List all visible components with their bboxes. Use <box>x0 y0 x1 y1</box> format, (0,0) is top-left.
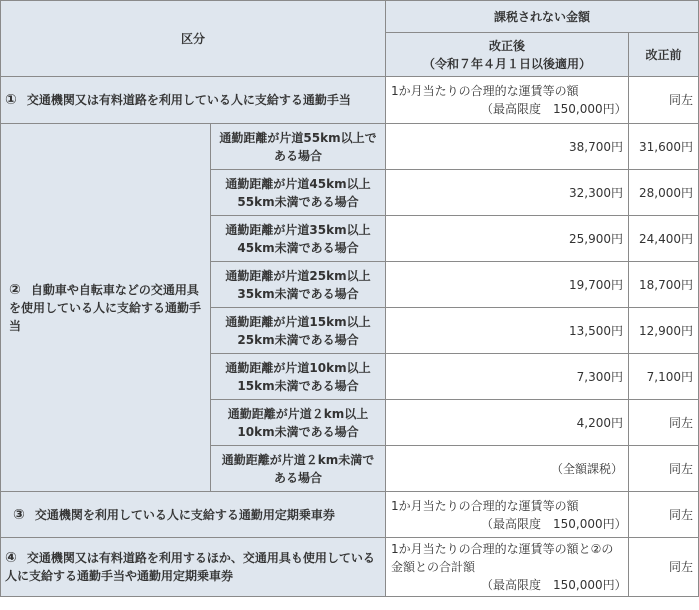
row1-number: ① <box>5 92 17 108</box>
tier7-distance-line1: 通勤距離が片道２km以上 <box>227 406 369 421</box>
row1-label: 交通機関又は有料道路を利用している人に支給する通勤手当 <box>26 93 351 107</box>
row4-label: 交通機関又は有料道路を利用するほか、交通用具も使用している人に支給する通勤手当や通勤用定期乗車券 <box>5 551 375 583</box>
header-category: 区分 <box>1 1 386 77</box>
tier4-before: 18,700円 <box>629 262 699 308</box>
row3-after <box>386 492 629 538</box>
tier5-distance-line1: 通勤距離が片道15km以上 <box>225 314 371 329</box>
tier6-distance <box>211 354 386 400</box>
table-row-2-tier-1 <box>1 124 699 170</box>
header-revised <box>386 33 629 77</box>
tier6-after: 7,300円 <box>386 354 629 400</box>
tier2-distance <box>211 170 386 216</box>
tier7-distance <box>211 400 386 446</box>
tier7-distance-line2: 10km未満である場合 <box>237 424 359 439</box>
row4-number: ④ <box>5 550 17 566</box>
row3-label: 交通機関を利用している人に支給する通勤用定期乗車券 <box>34 507 335 522</box>
tier1-before: 31,600円 <box>629 124 699 170</box>
tier3-distance-line2: 45km未満である場合 <box>237 240 359 255</box>
tier2-before: 28,000円 <box>629 170 699 216</box>
tier2-after: 32,300円 <box>386 170 629 216</box>
tier4-distance <box>211 262 386 308</box>
row1-after <box>386 77 629 124</box>
row3-before: 同左 <box>629 492 699 538</box>
row3-number: ③ <box>13 506 25 523</box>
row4-label-cell <box>1 538 386 597</box>
tier1-distance-line2: ある場合 <box>274 148 323 163</box>
tier6-distance-line1: 通勤距離が片道10km以上 <box>225 360 371 375</box>
row4-before: 同左 <box>629 538 699 597</box>
header-nontaxable-amount: 課税されない金額 <box>386 1 699 33</box>
tier1-distance <box>211 124 386 170</box>
row4-after <box>386 538 629 597</box>
tier1-distance-line1: 通勤距離が片道55km以上で <box>219 130 377 145</box>
row2-number: ② <box>9 281 21 298</box>
tier4-after: 19,700円 <box>386 262 629 308</box>
row3-after-line1: 1か月当たりの合理的な運賃等の額 <box>391 498 579 513</box>
header-before-revision: 改正前 <box>629 33 699 77</box>
row1-after-limit: （最高限度 150,000円） <box>481 102 627 116</box>
tier7-after: 4,200円 <box>386 400 629 446</box>
row3-after-limit: （最高限度 150,000円） <box>481 516 627 531</box>
row4-after-line1: 1か月当たりの合理的な運賃等の額と②の金額との合計額 <box>391 542 614 574</box>
tier8-distance-line1: 通勤距離が片道２km未満で <box>221 452 375 467</box>
tier5-distance-line2: 25km未満である場合 <box>237 332 359 347</box>
tier7-before: 同左 <box>629 400 699 446</box>
header-revised-date: （令和７年４月１日以後適用） <box>423 56 592 71</box>
tier6-before: 7,100円 <box>629 354 699 400</box>
row1-before: 同左 <box>629 77 699 124</box>
tier8-distance-line2: ある場合 <box>274 470 323 485</box>
row2-label-cell <box>1 124 211 492</box>
tier8-before: 同左 <box>629 446 699 492</box>
tier4-distance-line1: 通勤距離が片道25km以上 <box>225 268 371 283</box>
tier8-after: （全額課税） <box>386 446 629 492</box>
row3-label-cell <box>1 492 386 538</box>
row2-label: 自動車や自転車などの交通用具を使用している人に支給する通勤手当 <box>9 282 202 333</box>
table-row-1 <box>1 77 699 124</box>
table-row-4 <box>1 538 699 597</box>
tier3-after: 25,900円 <box>386 216 629 262</box>
tier5-before: 12,900円 <box>629 308 699 354</box>
tier3-before: 24,400円 <box>629 216 699 262</box>
header-revised-title: 改正後 <box>489 38 526 53</box>
tier5-distance <box>211 308 386 354</box>
tier1-after: 38,700円 <box>386 124 629 170</box>
tier6-distance-line2: 15km未満である場合 <box>237 378 359 393</box>
tier2-distance-line1: 通勤距離が片道45km以上 <box>225 176 371 191</box>
tier5-after: 13,500円 <box>386 308 629 354</box>
row1-after-line1: 1か月当たりの合理的な運賃等の額 <box>391 84 579 98</box>
row1-label-cell <box>1 77 386 124</box>
tier2-distance-line2: 55km未満である場合 <box>237 194 359 209</box>
tier8-distance <box>211 446 386 492</box>
tier3-distance <box>211 216 386 262</box>
tier3-distance-line1: 通勤距離が片道35km以上 <box>225 222 371 237</box>
tier4-distance-line2: 35km未満である場合 <box>237 286 359 301</box>
table-row-3 <box>1 492 699 538</box>
row4-after-limit: （最高限度 150,000円） <box>481 578 627 592</box>
header-row-1 <box>1 1 699 33</box>
